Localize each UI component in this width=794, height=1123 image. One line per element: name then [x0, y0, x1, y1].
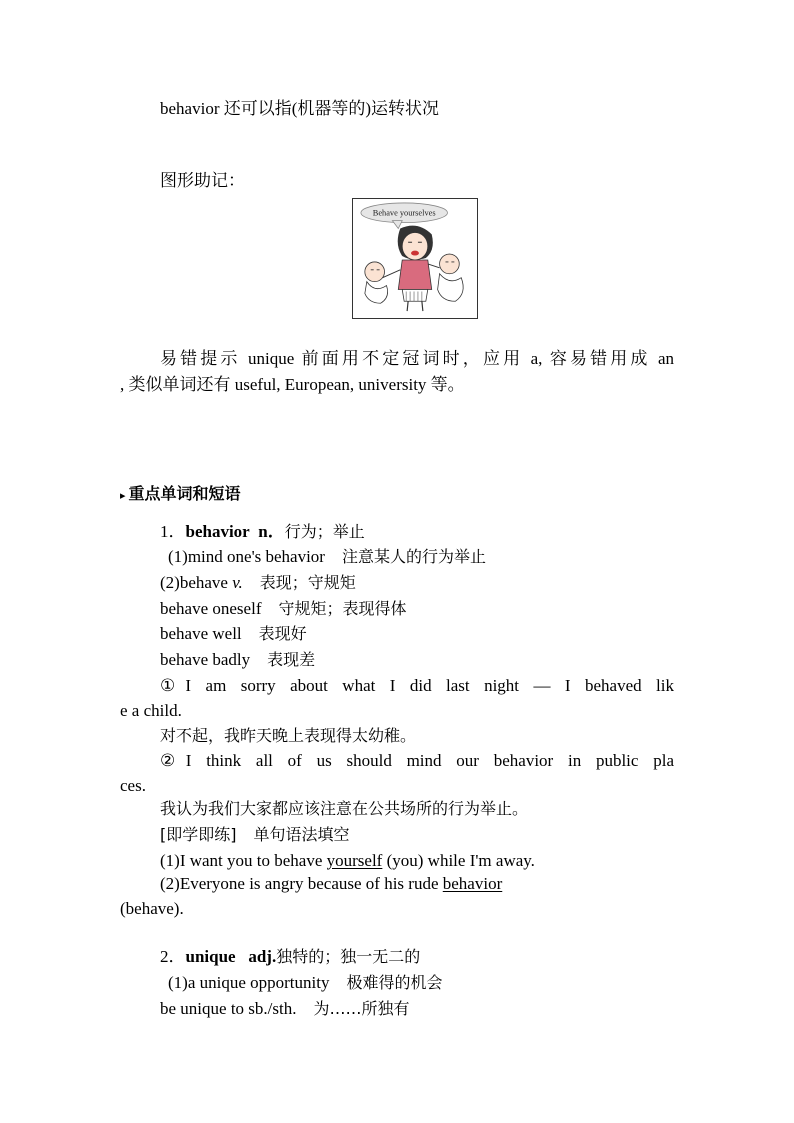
entry1-pos: n． [258, 522, 285, 541]
phrase-text: (2)behave [160, 573, 233, 592]
phrase-pos: v. [232, 573, 243, 592]
example-2-cn: 我认为我们大家都应该注意在公共场所的行为举止。 [160, 799, 529, 818]
phrase-text: be unique to sb./sth. [160, 999, 297, 1018]
tip-line-2: , 类似单词还有 useful, European, university 等。 [120, 375, 465, 394]
section-heading [120, 483, 241, 507]
entry1-phrase-1 [168, 546, 486, 568]
example-2-en: ②I think all of us should mind our behavior in public pla [160, 751, 674, 770]
entry1-meaning: 行为；举止 [284, 522, 365, 541]
question-text: (1)I want you to behave [160, 851, 327, 870]
tip-line-1: 易错提示 unique 前面用不定冠词时，应用 a, 容易错用成 an [160, 349, 674, 368]
example-1-en: ①I am sorry about what I did last night — I behaved lik [160, 676, 674, 695]
phrase-meaning: 注意某人的行为举止 [341, 547, 486, 566]
mnemonic-illustration [352, 198, 478, 319]
example-2-en-cont: ces. [120, 776, 146, 795]
entry2-heading [160, 946, 420, 968]
question-text: (you) while I'm away. [382, 851, 535, 870]
answer-blank: behavior [442, 874, 503, 893]
phrase-meaning: 极难得的机会 [346, 973, 443, 992]
mnemonic-label: 图形助记： [160, 171, 245, 190]
phrase-meaning: 为……所独有 [313, 999, 410, 1018]
entry1-phrase-2 [160, 572, 356, 594]
entry1-phrase-5 [160, 649, 315, 671]
entry2-meaning: 独特的；独一无二的 [276, 947, 421, 966]
practice-title: 单句语法填空 [253, 825, 350, 844]
practice-label: [即学即练] [160, 825, 237, 844]
phrase-text: (1)mind one's behavior [168, 547, 325, 566]
phrase-meaning: 表现好 [258, 624, 307, 643]
phrase-text: (1)a unique opportunity [168, 973, 330, 992]
entry2-number: 2． [160, 947, 186, 966]
phrase-meaning: 表现；守规矩 [259, 573, 356, 592]
triangle-marker-icon: ▸ [120, 490, 126, 502]
entry2-phrase-2 [160, 998, 409, 1020]
section-title: 重点单词和短语 [128, 484, 241, 503]
cartoon-image [353, 199, 477, 318]
practice-q2 [160, 873, 502, 895]
entry2-phrase-1 [168, 972, 442, 994]
entry1-phrase-4 [160, 623, 307, 645]
practice-heading [160, 824, 350, 846]
example-1-cn: 对不起，我昨天晚上表现得太幼稚。 [160, 726, 417, 745]
entry1-number: 1． [160, 522, 186, 541]
entry2-word: unique [185, 947, 236, 966]
phrase-text: behave oneself [160, 599, 262, 618]
entry1-word: behavior [185, 522, 250, 541]
speech-bubble-text: Behave yourselves [372, 208, 436, 218]
entry1-phrase-3 [160, 598, 407, 620]
entry1-heading [160, 521, 365, 543]
example-1-en-cont: e a child. [120, 701, 182, 720]
phrase-text: behave well [160, 624, 242, 643]
practice-q1 [160, 850, 535, 872]
phrase-text: behave badly [160, 650, 251, 669]
question-text: (2)Everyone is angry because of his rude [160, 874, 443, 893]
answer-blank: yourself [326, 851, 383, 870]
intro-line: behavior 还可以指(机器等的)运转状况 [160, 99, 440, 118]
practice-q2-cont: (behave). [120, 899, 184, 918]
phrase-meaning: 表现差 [267, 650, 316, 669]
phrase-meaning: 守规矩；表现得体 [278, 599, 407, 618]
entry2-pos: adj. [248, 947, 277, 966]
